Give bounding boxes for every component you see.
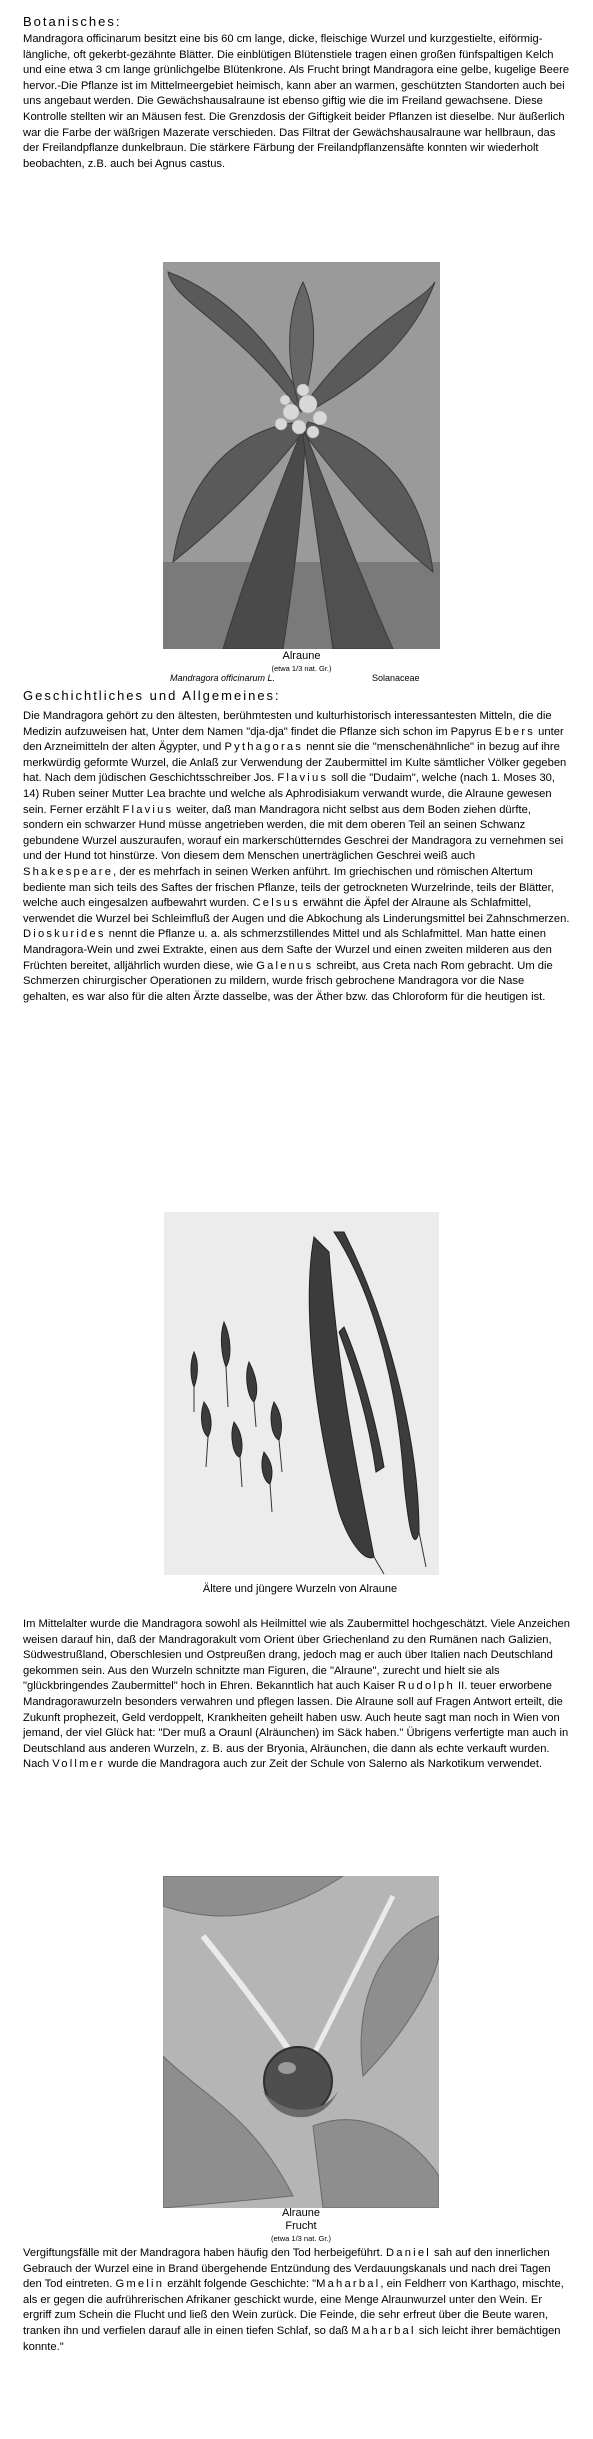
person-name: Maharbal xyxy=(316,2278,381,2291)
figure3-caption: Alraune xyxy=(282,2207,320,2219)
mandragora-fruit-photo xyxy=(163,1876,439,2208)
history-paragraph-3: Vergiftungsfälle mit der Mandragora haben häufig den Tod herbeigeführt. Daniel sah auf den innerlichen Gebrauch der Wurzel eine in Brand übergehende Entzündung des Verdauungskanals und nach drei Tagen den Tod eintreten. Gmelin erzählt folgende Geschichte: "Maharbal, ein Feldherr von Karthago, mischte, als er gegen die aufrührerischen Afrikaner geschickt wurde, eine Menge Alraunwurzel unter den Wein. Er ergriff zum Schein die Flucht und ließ den Wein zurück. Die Feinde, die sehr erfreut über die Beute waren, tranken ihn und verfielen darauf alle in einen tiefen Schlaf, so daß Maharbal sich leicht ihrer bemächtigen konnte." xyxy=(23,2247,564,2353)
person-name: Gmelin xyxy=(115,2278,165,2291)
figure3-scale: (etwa 1/3 nat. Gr.) xyxy=(270,2234,332,2243)
person-name: Dioskurides xyxy=(23,928,106,941)
figure3-subcaption: Frucht xyxy=(285,2220,317,2232)
mandragora-roots-photo xyxy=(164,1212,439,1575)
person-name: Flavius xyxy=(122,803,174,816)
figure1-caption: Alraune xyxy=(282,650,321,662)
figure1-scale: (etwa 1/3 nat. Gr.) xyxy=(271,664,332,673)
person-name: Galenus xyxy=(256,959,314,972)
person-name: Pythagoras xyxy=(224,741,304,754)
history-paragraph-2: Im Mittelalter wurde die Mandragora sowohl als Heilmittel wie als Zaubermittel hochgeschätzt. Viele Anzeichen weisen darauf hin, daß der Mandragorakult vom Orient über Griechenland zu den Rumänen nach Galizien, Südwestrußland, Oberschlesien und Ostpreußen drang, jedoch mag er auch über Italien nach Deutschland gekommen sein. Aus den Wurzeln schnitzte man Figuren, die "Alraune", zurecht und hielt sie als "glückbringendes Zaubermittel" hoch in Ehren. Bekanntlich hat auch Kaiser Rudolph II. teuer erworbene Mandragorawurzeln besonders verwahren und pflegen lassen. Die Alraune soll auf Fragen Antwort erteilt, die Zukunft prophezeit, Geld verdoppelt, Krankheiten geheilt haben usw. Auch heute sagt man noch in Wien von jemand, der viel Glück hat: "Der muß a Oraunl (Alräunchen) im Säck haben." Übrigens verfertigte man auch in Deutschland aus anderen Wurzeln, z. B. aus der Bryonia, Alräunchen, die dann als echte verkauft wurden. Nach Vollmer wurde die Mandragora auch zur Zeit der Schule von Salerno als Narkotikum verwendet. xyxy=(23,1618,570,1771)
person-name: Shakespeare xyxy=(23,865,114,878)
mandragora-plant-photo xyxy=(163,262,440,649)
botany-text: Mandragora officinarum besitzt eine bis 60 cm lange, dicke, fleischige Wurzel und kurzgestielte, eiförmig-längliche, oft gekerbt-gezähnte Blätter. Die einblütigen Blütenstiele tragen einen großen fünfspaltigen Kelch und eine etwa 3 cm lange grünlichgelbe Blütenkrone. Als Frucht bringt Mandragora eine gelbe, kugelige Beere hervor.-Die Pflanze ist im Mittelmeergebiet heimisch, kann aber an warmen, geschützten Standorten auch bei uns angebaut werden. Die Gewächshausalraune ist ebenso giftig wie die im Freiland gewachsene. Diese Kontrolle stellten wir an Mäusen fest. Die Grenzdosis der Giftigkeit beider Pflanzen ist dieselbe. Nur äußerlich war die Farbe der wäßrigen Mazerate verschieden. Das Filtrat der Gewächshausalraune war hellbraun, das der Freilandpflanze dunkelbraun. Die stärkere Färbung der Freilandpflanzensäfte konnten wir wiederholt beobachten, z.B. auch bei Agnus castus. xyxy=(23,33,570,170)
figure1-family: Solanaceae xyxy=(372,673,420,683)
person-name: Ebers xyxy=(494,725,536,738)
person-name: Rudolph xyxy=(397,1680,455,1693)
person-name: Daniel xyxy=(386,2247,431,2259)
person-name: Flavius xyxy=(277,772,329,785)
person-name: Celsus xyxy=(252,897,300,910)
figure1-latin-name: Mandragora officinarum L. xyxy=(170,673,276,683)
history-heading: Geschichtliches und Allgemeines: xyxy=(23,688,281,703)
figure2-caption: Ältere und jüngere Wurzeln von Alraune xyxy=(202,1583,398,1595)
history-paragraph-1: Die Mandragora gehört zu den ältesten, berühmtesten und kulturhistorisch interessantesten Mitteln, die die Medizin aufzuweisen hat, Unter dem Namen "dja-dja" findet die Pflanze sich schon im Papyrus Ebers unter den Arzneimitteln der alten Ägypter, und Pythagoras nennt sie die "menschenähnliche" in bezug auf ihre merkwürdig geformte Wurzel, die Anlaß zur Verwendung der Zaubermittel im Kulte sämtlicher Völker gegeben hat. Nach dem jüdischen Geschichtsschreiber Jos. Flavius soll die "Dudaim", welche (nach 1. Moses 30, 14) Ruben seiner Mutter Lea brachte und welche als Aphrodisiakum verwandt wurde, die Alraune gewesen sein. Ferner erzählt Flavius weiter, daß man Mandragora nicht selbst aus dem Boden ziehen dürfte, sondern ein schwarzer Hund müsse angetrieben werden, die mit dem oberen Teil an seinen Schwanz gebundene Wurzel auszuraufen, worauf ein markerschütterndes Geschrei der Mandragora zu vernehmen sei und der Hund tot hinstürze. Von diesem dem Menschen unerträglichen Geschrei weiß auch Shakespeare, der es mehrfach in seinen Werken anführt. Im griechischen und römischen Altertum bediente man sich teils des Saftes der frischen Pflanze, teils der getrockneten Wurzelrinde, teils der Blätter, welche auch eingesalzen aufbewahrt wurden. Celsus erwähnt die Äpfel der Alraune als Schlafmittel, verwendet die Wurzel bei Schleimfluß der Augen und die Abkochung als Linderungsmittel bei Zahnschmerzen. Dioskurides nennt die Pflanze u. a. als schmerzstillendes Mittel und als Schlafmittel. Man hatte einen Mandragora-Wein und zwei Extrakte, einen aus dem Safte der Wurzel und einen zweiten milderen aus den Früchten bereitet, alljährlich wurden diese, wie Galenus schreibt, aus Creta nach Rom gebracht. Um die Schmerzen chirurgischer Operationen zu mildern, wurde frisch gebrochene Mandragora vor die Nase gehalten, es war also für die alten Ärzte dasselbe, was der Äther bzw. das Chloroform für die heutigen ist. xyxy=(23,710,570,1003)
person-name: Maharbal xyxy=(351,2324,416,2337)
botany-heading: Botanisches: xyxy=(23,14,122,29)
person-name: Vollmer xyxy=(52,1758,105,1771)
